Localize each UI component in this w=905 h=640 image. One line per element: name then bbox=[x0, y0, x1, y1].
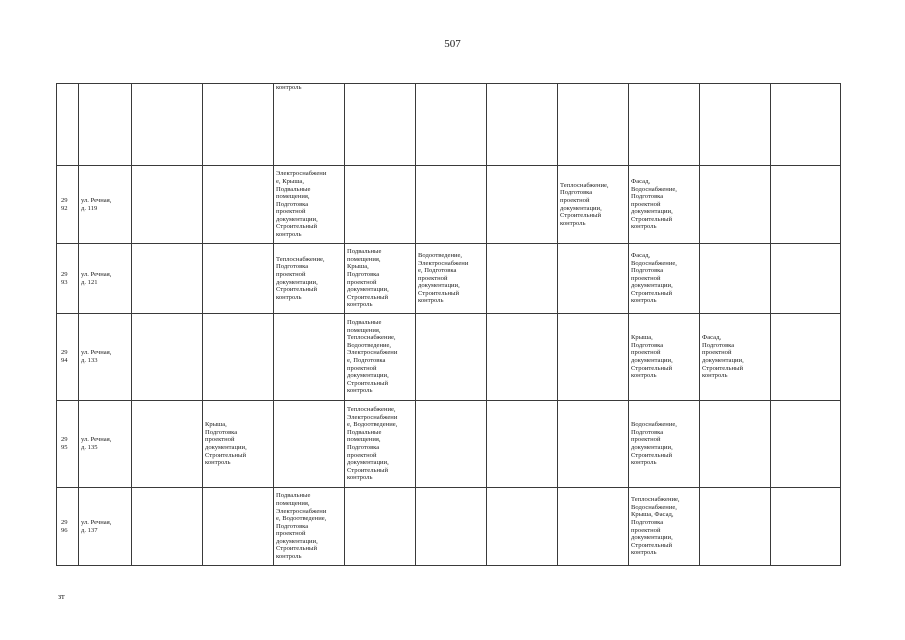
work-cell: Теплоснабжение, Подготовка проектной документации, Строительный контроль bbox=[558, 166, 629, 244]
work-cell bbox=[771, 314, 841, 401]
work-cell: Крыша, Подготовка проектной документации, Строительный контроль bbox=[203, 401, 274, 488]
work-cell bbox=[132, 166, 203, 244]
work-cell bbox=[771, 488, 841, 566]
work-cell bbox=[771, 244, 841, 314]
work-cell bbox=[700, 84, 771, 166]
work-cell bbox=[700, 244, 771, 314]
work-cell bbox=[487, 314, 558, 401]
work-cell bbox=[700, 166, 771, 244]
work-cell bbox=[771, 401, 841, 488]
work-cell: Подвальные помещения, Теплоснабжение, Водоотведение, Электроснабжени е, Подготовка проектной документации, Строительный контроль bbox=[345, 314, 416, 401]
work-cell bbox=[132, 314, 203, 401]
address-cell: ул. Речная, д. 133 bbox=[79, 314, 132, 401]
table-row bbox=[57, 166, 841, 244]
work-cell bbox=[771, 84, 841, 166]
row-number-cell: 29 93 bbox=[57, 244, 79, 314]
work-cell: Водоснабжение, Подготовка проектной документации, Строительный контроль bbox=[629, 401, 700, 488]
address-cell: ул. Речная, д. 119 bbox=[79, 166, 132, 244]
row-number-cell: 29 94 bbox=[57, 314, 79, 401]
table-row bbox=[57, 84, 841, 166]
work-cell bbox=[416, 166, 487, 244]
work-cell: Водоотведение, Электроснабжени е, Подготовка проектной документации, Строительный контроль bbox=[416, 244, 487, 314]
work-cell bbox=[345, 166, 416, 244]
work-cell bbox=[558, 488, 629, 566]
work-cell bbox=[132, 84, 203, 166]
work-cell bbox=[487, 166, 558, 244]
work-cell: Подвальные помещения, Крыша, Подготовка проектной документации, Строительный контроль bbox=[345, 244, 416, 314]
address-cell: ул. Речная, д. 137 bbox=[79, 488, 132, 566]
work-cell bbox=[487, 84, 558, 166]
work-cell bbox=[203, 84, 274, 166]
work-cell bbox=[416, 401, 487, 488]
table-row bbox=[57, 488, 841, 566]
work-cell bbox=[132, 401, 203, 488]
table-row bbox=[57, 401, 841, 488]
work-cell bbox=[558, 244, 629, 314]
address-cell: ул. Речная, д. 121 bbox=[79, 244, 132, 314]
work-cell: Фасад, Водоснабжение, Подготовка проектной документации, Строительный контроль bbox=[629, 244, 700, 314]
work-cell bbox=[203, 488, 274, 566]
work-cell bbox=[345, 488, 416, 566]
work-cell bbox=[132, 244, 203, 314]
work-cell bbox=[558, 401, 629, 488]
footer-mark: зт bbox=[58, 592, 65, 601]
work-cell bbox=[274, 401, 345, 488]
work-cell: Фасад, Водоснабжение, Подготовка проектной документации, Строительный контроль bbox=[629, 166, 700, 244]
work-cell bbox=[487, 401, 558, 488]
row-number-cell: 29 95 bbox=[57, 401, 79, 488]
work-cell bbox=[771, 166, 841, 244]
work-cell bbox=[416, 84, 487, 166]
works-schedule-table bbox=[56, 83, 841, 566]
work-cell bbox=[629, 84, 700, 166]
work-cell bbox=[558, 84, 629, 166]
work-cell: Теплоснабжение, Электроснабжени е, Водоотведение, Подвальные помещения, Подготовка проектной документации, Строительный контроль bbox=[345, 401, 416, 488]
row-number-cell: 29 96 bbox=[57, 488, 79, 566]
row-number-cell bbox=[57, 84, 79, 166]
work-cell bbox=[203, 244, 274, 314]
work-cell: Крыша, Подготовка проектной документации, Строительный контроль bbox=[629, 314, 700, 401]
work-cell: Теплоснабжение, Подготовка проектной документации, Строительный контроль bbox=[274, 244, 345, 314]
work-cell: контроль bbox=[274, 84, 345, 166]
work-cell bbox=[416, 488, 487, 566]
work-cell bbox=[203, 166, 274, 244]
work-cell bbox=[274, 314, 345, 401]
work-cell bbox=[416, 314, 487, 401]
work-cell: Электроснабжени е, Крыша, Подвальные помещения, Подготовка проектной документации, Строительный контроль bbox=[274, 166, 345, 244]
table-row bbox=[57, 244, 841, 314]
work-cell bbox=[700, 488, 771, 566]
address-cell bbox=[79, 84, 132, 166]
table-row bbox=[57, 314, 841, 401]
work-cell bbox=[203, 314, 274, 401]
row-number-cell: 29 92 bbox=[57, 166, 79, 244]
work-cell bbox=[345, 84, 416, 166]
work-cell bbox=[487, 244, 558, 314]
work-cell: Фасад, Подготовка проектной документации, Строительный контроль bbox=[700, 314, 771, 401]
address-cell: ул. Речная, д. 135 bbox=[79, 401, 132, 488]
page-number: 507 bbox=[444, 38, 461, 50]
work-cell: Теплоснабжение, Водоснабжение, Крыша, Фасад, Подготовка проектной документации, Строительный контроль bbox=[629, 488, 700, 566]
work-cell bbox=[700, 401, 771, 488]
work-cell: Подвальные помещения, Электроснабжени е, Водоотведение, Подготовка проектной документации, Строительный контроль bbox=[274, 488, 345, 566]
work-cell bbox=[132, 488, 203, 566]
work-cell bbox=[487, 488, 558, 566]
work-cell bbox=[558, 314, 629, 401]
